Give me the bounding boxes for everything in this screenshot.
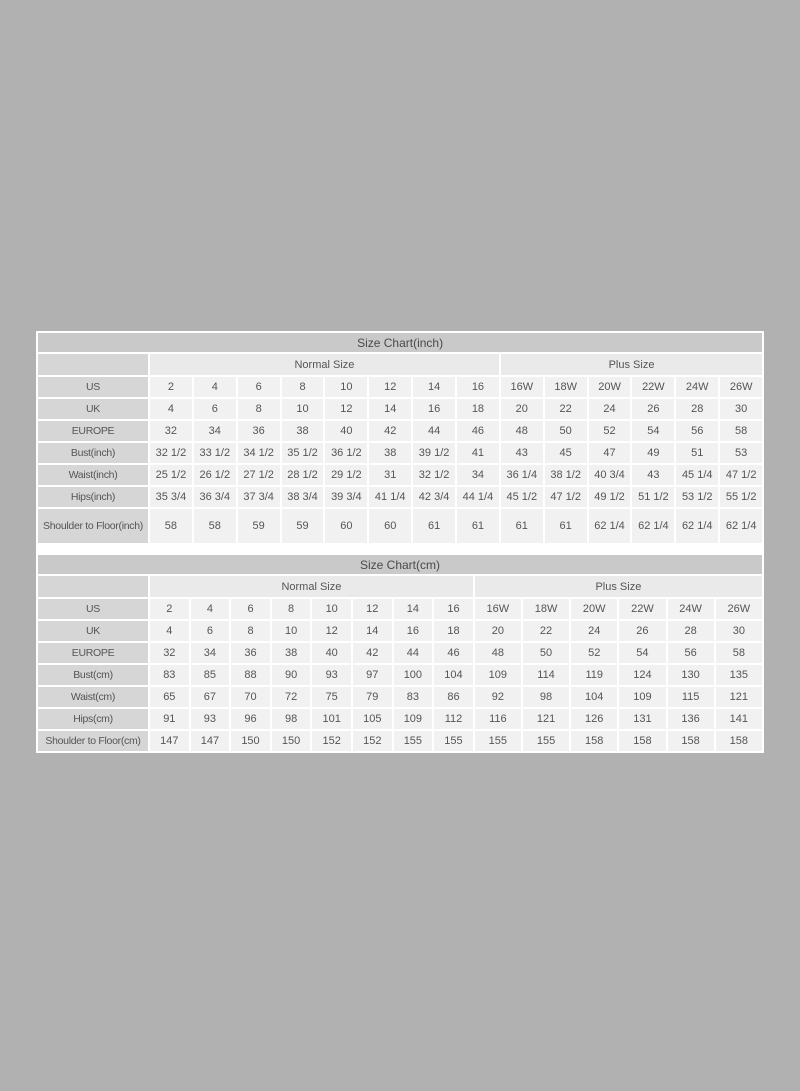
size-cell: 48	[475, 643, 521, 663]
size-cell: 22	[545, 399, 587, 419]
size-cell: 155	[475, 731, 521, 751]
size-cell: 26	[619, 621, 665, 641]
size-cell: 104	[571, 687, 617, 707]
size-cell: 38	[369, 443, 411, 463]
size-cell: 8	[282, 377, 324, 397]
size-cell: 51 1/2	[632, 487, 674, 507]
size-cell: 24W	[668, 599, 714, 619]
size-cell: 85	[191, 665, 230, 685]
size-cell: 29 1/2	[325, 465, 367, 485]
size-cell: 18	[457, 399, 499, 419]
size-cell: 26W	[720, 377, 762, 397]
row-label: UK	[38, 399, 148, 419]
size-cell: 25 1/2	[150, 465, 192, 485]
table-title: Size Chart(cm)	[38, 555, 762, 574]
size-cell: 36	[231, 643, 270, 663]
size-cell: 119	[571, 665, 617, 685]
size-cell: 55 1/2	[720, 487, 762, 507]
size-cell: 126	[571, 709, 617, 729]
size-cell: 155	[434, 731, 473, 751]
size-chart-inch-table	[36, 331, 764, 545]
size-cell: 98	[272, 709, 311, 729]
size-cell: 158	[668, 731, 714, 751]
table-title-row	[38, 333, 762, 352]
size-cell: 14	[369, 399, 411, 419]
table-row	[38, 399, 762, 419]
size-cell: 46	[457, 421, 499, 441]
table-row	[38, 731, 762, 751]
table-row	[38, 643, 762, 663]
size-cell: 28 1/2	[282, 465, 324, 485]
size-cell: 97	[353, 665, 392, 685]
size-cell: 38 1/2	[545, 465, 587, 485]
table-row	[38, 665, 762, 685]
table-title-row	[38, 555, 762, 574]
size-cell: 56	[668, 643, 714, 663]
size-cell: 12	[325, 399, 367, 419]
size-cell: 83	[394, 687, 433, 707]
row-label: UK	[38, 621, 148, 641]
size-cell: 52	[571, 643, 617, 663]
size-cell: 53 1/2	[676, 487, 718, 507]
size-cell: 32 1/2	[413, 465, 455, 485]
size-cell: 32 1/2	[150, 443, 192, 463]
size-cell: 2	[150, 599, 189, 619]
size-cell: 20W	[571, 599, 617, 619]
size-cell: 152	[353, 731, 392, 751]
size-cell: 16W	[475, 599, 521, 619]
size-cell: 62 1/4	[589, 509, 631, 543]
size-cell: 32	[150, 421, 192, 441]
size-cell: 50	[545, 421, 587, 441]
size-cell: 61	[501, 509, 543, 543]
size-cell: 58	[150, 509, 192, 543]
size-cell: 42	[369, 421, 411, 441]
size-cell: 18W	[523, 599, 569, 619]
size-cell: 136	[668, 709, 714, 729]
size-cell: 22W	[632, 377, 674, 397]
size-cell: 67	[191, 687, 230, 707]
size-cell: 51	[676, 443, 718, 463]
size-cell: 2	[150, 377, 192, 397]
size-cell: 115	[668, 687, 714, 707]
size-cell: 109	[619, 687, 665, 707]
row-label: EUROPE	[38, 421, 148, 441]
size-cell: 40	[325, 421, 367, 441]
column-group-row	[38, 576, 762, 597]
size-cell: 131	[619, 709, 665, 729]
size-cell: 45 1/4	[676, 465, 718, 485]
size-cell: 37 3/4	[238, 487, 280, 507]
size-cell: 16	[394, 621, 433, 641]
size-cell: 93	[191, 709, 230, 729]
size-cell: 155	[523, 731, 569, 751]
size-cell: 26 1/2	[194, 465, 236, 485]
size-cell: 20	[501, 399, 543, 419]
size-cell: 22	[523, 621, 569, 641]
size-cell: 48	[501, 421, 543, 441]
size-cell: 34	[457, 465, 499, 485]
size-cell: 14	[394, 599, 433, 619]
table-row	[38, 621, 762, 641]
size-cell: 35 1/2	[282, 443, 324, 463]
row-label: Hips(inch)	[38, 487, 148, 507]
table-title: Size Chart(inch)	[38, 333, 762, 352]
size-cell: 158	[619, 731, 665, 751]
size-cell: 121	[716, 687, 762, 707]
size-cell: 53	[720, 443, 762, 463]
size-cell: 98	[523, 687, 569, 707]
size-cell: 49 1/2	[589, 487, 631, 507]
size-cell: 124	[619, 665, 665, 685]
row-label: Waist(cm)	[38, 687, 148, 707]
size-cell: 86	[434, 687, 473, 707]
size-chart-panel	[36, 331, 764, 753]
size-cell: 20W	[589, 377, 631, 397]
size-cell: 12	[353, 599, 392, 619]
size-cell: 47 1/2	[545, 487, 587, 507]
size-cell: 60	[369, 509, 411, 543]
size-cell: 14	[353, 621, 392, 641]
size-cell: 58	[720, 421, 762, 441]
size-cell: 8	[231, 621, 270, 641]
size-cell: 155	[394, 731, 433, 751]
size-cell: 18W	[545, 377, 587, 397]
row-label: Bust(inch)	[38, 443, 148, 463]
size-cell: 101	[312, 709, 351, 729]
column-group-row	[38, 354, 762, 375]
size-cell: 38 3/4	[282, 487, 324, 507]
size-cell: 158	[571, 731, 617, 751]
size-cell: 16W	[501, 377, 543, 397]
size-cell: 36 3/4	[194, 487, 236, 507]
size-cell: 44 1/4	[457, 487, 499, 507]
size-cell: 24	[571, 621, 617, 641]
size-cell: 4	[191, 599, 230, 619]
size-cell: 49	[632, 443, 674, 463]
size-cell: 56	[676, 421, 718, 441]
size-cell: 109	[475, 665, 521, 685]
size-cell: 34	[194, 421, 236, 441]
column-group-header: Normal Size	[150, 576, 473, 597]
size-cell: 58	[194, 509, 236, 543]
size-cell: 18	[434, 621, 473, 641]
size-cell: 54	[619, 643, 665, 663]
size-cell: 112	[434, 709, 473, 729]
size-cell: 36	[238, 421, 280, 441]
table-row	[38, 443, 762, 463]
size-cell: 47	[589, 443, 631, 463]
size-cell: 10	[312, 599, 351, 619]
size-cell: 24W	[676, 377, 718, 397]
size-cell: 26	[632, 399, 674, 419]
row-label: Waist(inch)	[38, 465, 148, 485]
size-cell: 83	[150, 665, 189, 685]
size-cell: 14	[413, 377, 455, 397]
size-cell: 130	[668, 665, 714, 685]
size-cell: 22W	[619, 599, 665, 619]
size-cell: 121	[523, 709, 569, 729]
size-cell: 147	[150, 731, 189, 751]
size-cell: 61	[457, 509, 499, 543]
row-label: US	[38, 599, 148, 619]
size-cell: 135	[716, 665, 762, 685]
size-cell: 59	[238, 509, 280, 543]
table-row	[38, 465, 762, 485]
size-cell: 47 1/2	[720, 465, 762, 485]
size-cell: 4	[150, 399, 192, 419]
size-cell: 65	[150, 687, 189, 707]
row-label: Bust(cm)	[38, 665, 148, 685]
size-cell: 16	[457, 377, 499, 397]
row-label: EUROPE	[38, 643, 148, 663]
size-cell: 147	[191, 731, 230, 751]
size-cell: 36 1/2	[325, 443, 367, 463]
size-cell: 62 1/4	[676, 509, 718, 543]
column-group-header: Normal Size	[150, 354, 499, 375]
size-cell: 141	[716, 709, 762, 729]
size-cell: 39 3/4	[325, 487, 367, 507]
size-cell: 10	[325, 377, 367, 397]
size-cell: 28	[676, 399, 718, 419]
size-cell: 41	[457, 443, 499, 463]
size-cell: 109	[394, 709, 433, 729]
size-cell: 50	[523, 643, 569, 663]
size-cell: 20	[475, 621, 521, 641]
table-row	[38, 377, 762, 397]
size-cell: 38	[272, 643, 311, 663]
size-cell: 96	[231, 709, 270, 729]
table-row	[38, 487, 762, 507]
size-cell: 44	[394, 643, 433, 663]
size-cell: 30	[716, 621, 762, 641]
size-cell: 38	[282, 421, 324, 441]
size-cell: 35 3/4	[150, 487, 192, 507]
size-cell: 70	[231, 687, 270, 707]
size-cell: 114	[523, 665, 569, 685]
size-cell: 34 1/2	[238, 443, 280, 463]
table-row	[38, 421, 762, 441]
size-cell: 105	[353, 709, 392, 729]
size-cell: 39 1/2	[413, 443, 455, 463]
size-cell: 42 3/4	[413, 487, 455, 507]
size-cell: 6	[194, 399, 236, 419]
size-cell: 27 1/2	[238, 465, 280, 485]
row-label: Shoulder to Floor(cm)	[38, 731, 148, 751]
size-cell: 61	[413, 509, 455, 543]
size-cell: 52	[589, 421, 631, 441]
column-group-header: Plus Size	[501, 354, 762, 375]
table-row	[38, 687, 762, 707]
size-cell: 150	[231, 731, 270, 751]
table-row	[38, 709, 762, 729]
size-cell: 8	[238, 399, 280, 419]
size-cell: 4	[194, 377, 236, 397]
size-cell: 28	[668, 621, 714, 641]
size-cell: 42	[353, 643, 392, 663]
size-cell: 36 1/4	[501, 465, 543, 485]
size-cell: 59	[282, 509, 324, 543]
size-cell: 12	[369, 377, 411, 397]
size-cell: 88	[231, 665, 270, 685]
size-cell: 75	[312, 687, 351, 707]
size-cell: 62 1/4	[632, 509, 674, 543]
size-cell: 10	[282, 399, 324, 419]
size-cell: 45	[545, 443, 587, 463]
size-cell: 79	[353, 687, 392, 707]
size-cell: 41 1/4	[369, 487, 411, 507]
size-cell: 58	[716, 643, 762, 663]
size-cell: 61	[545, 509, 587, 543]
size-cell: 26W	[716, 599, 762, 619]
size-cell: 40 3/4	[589, 465, 631, 485]
size-cell: 43	[501, 443, 543, 463]
size-cell: 152	[312, 731, 351, 751]
size-cell: 45 1/2	[501, 487, 543, 507]
size-cell: 91	[150, 709, 189, 729]
size-cell: 46	[434, 643, 473, 663]
column-group-header: Plus Size	[475, 576, 762, 597]
size-cell: 100	[394, 665, 433, 685]
size-cell: 10	[272, 621, 311, 641]
size-cell: 16	[413, 399, 455, 419]
table-row	[38, 599, 762, 619]
size-cell: 62 1/4	[720, 509, 762, 543]
size-cell: 4	[150, 621, 189, 641]
size-cell: 6	[191, 621, 230, 641]
size-cell: 12	[312, 621, 351, 641]
row-label: Hips(cm)	[38, 709, 148, 729]
size-cell: 54	[632, 421, 674, 441]
size-cell: 8	[272, 599, 311, 619]
size-cell: 92	[475, 687, 521, 707]
size-cell: 72	[272, 687, 311, 707]
corner-cell	[38, 576, 148, 597]
size-cell: 116	[475, 709, 521, 729]
size-cell: 33 1/2	[194, 443, 236, 463]
size-cell: 24	[589, 399, 631, 419]
size-cell: 44	[413, 421, 455, 441]
size-cell: 30	[720, 399, 762, 419]
row-label: US	[38, 377, 148, 397]
size-cell: 104	[434, 665, 473, 685]
size-cell: 90	[272, 665, 311, 685]
size-cell: 150	[272, 731, 311, 751]
size-chart-cm-table	[36, 553, 764, 753]
size-cell: 40	[312, 643, 351, 663]
size-cell: 31	[369, 465, 411, 485]
size-cell: 16	[434, 599, 473, 619]
size-cell: 34	[191, 643, 230, 663]
size-cell: 6	[231, 599, 270, 619]
table-row	[38, 509, 762, 543]
corner-cell	[38, 354, 148, 375]
size-cell: 60	[325, 509, 367, 543]
row-label: Shoulder to Floor(inch)	[38, 509, 148, 543]
size-cell: 32	[150, 643, 189, 663]
size-cell: 43	[632, 465, 674, 485]
size-cell: 6	[238, 377, 280, 397]
size-cell: 93	[312, 665, 351, 685]
size-cell: 158	[716, 731, 762, 751]
